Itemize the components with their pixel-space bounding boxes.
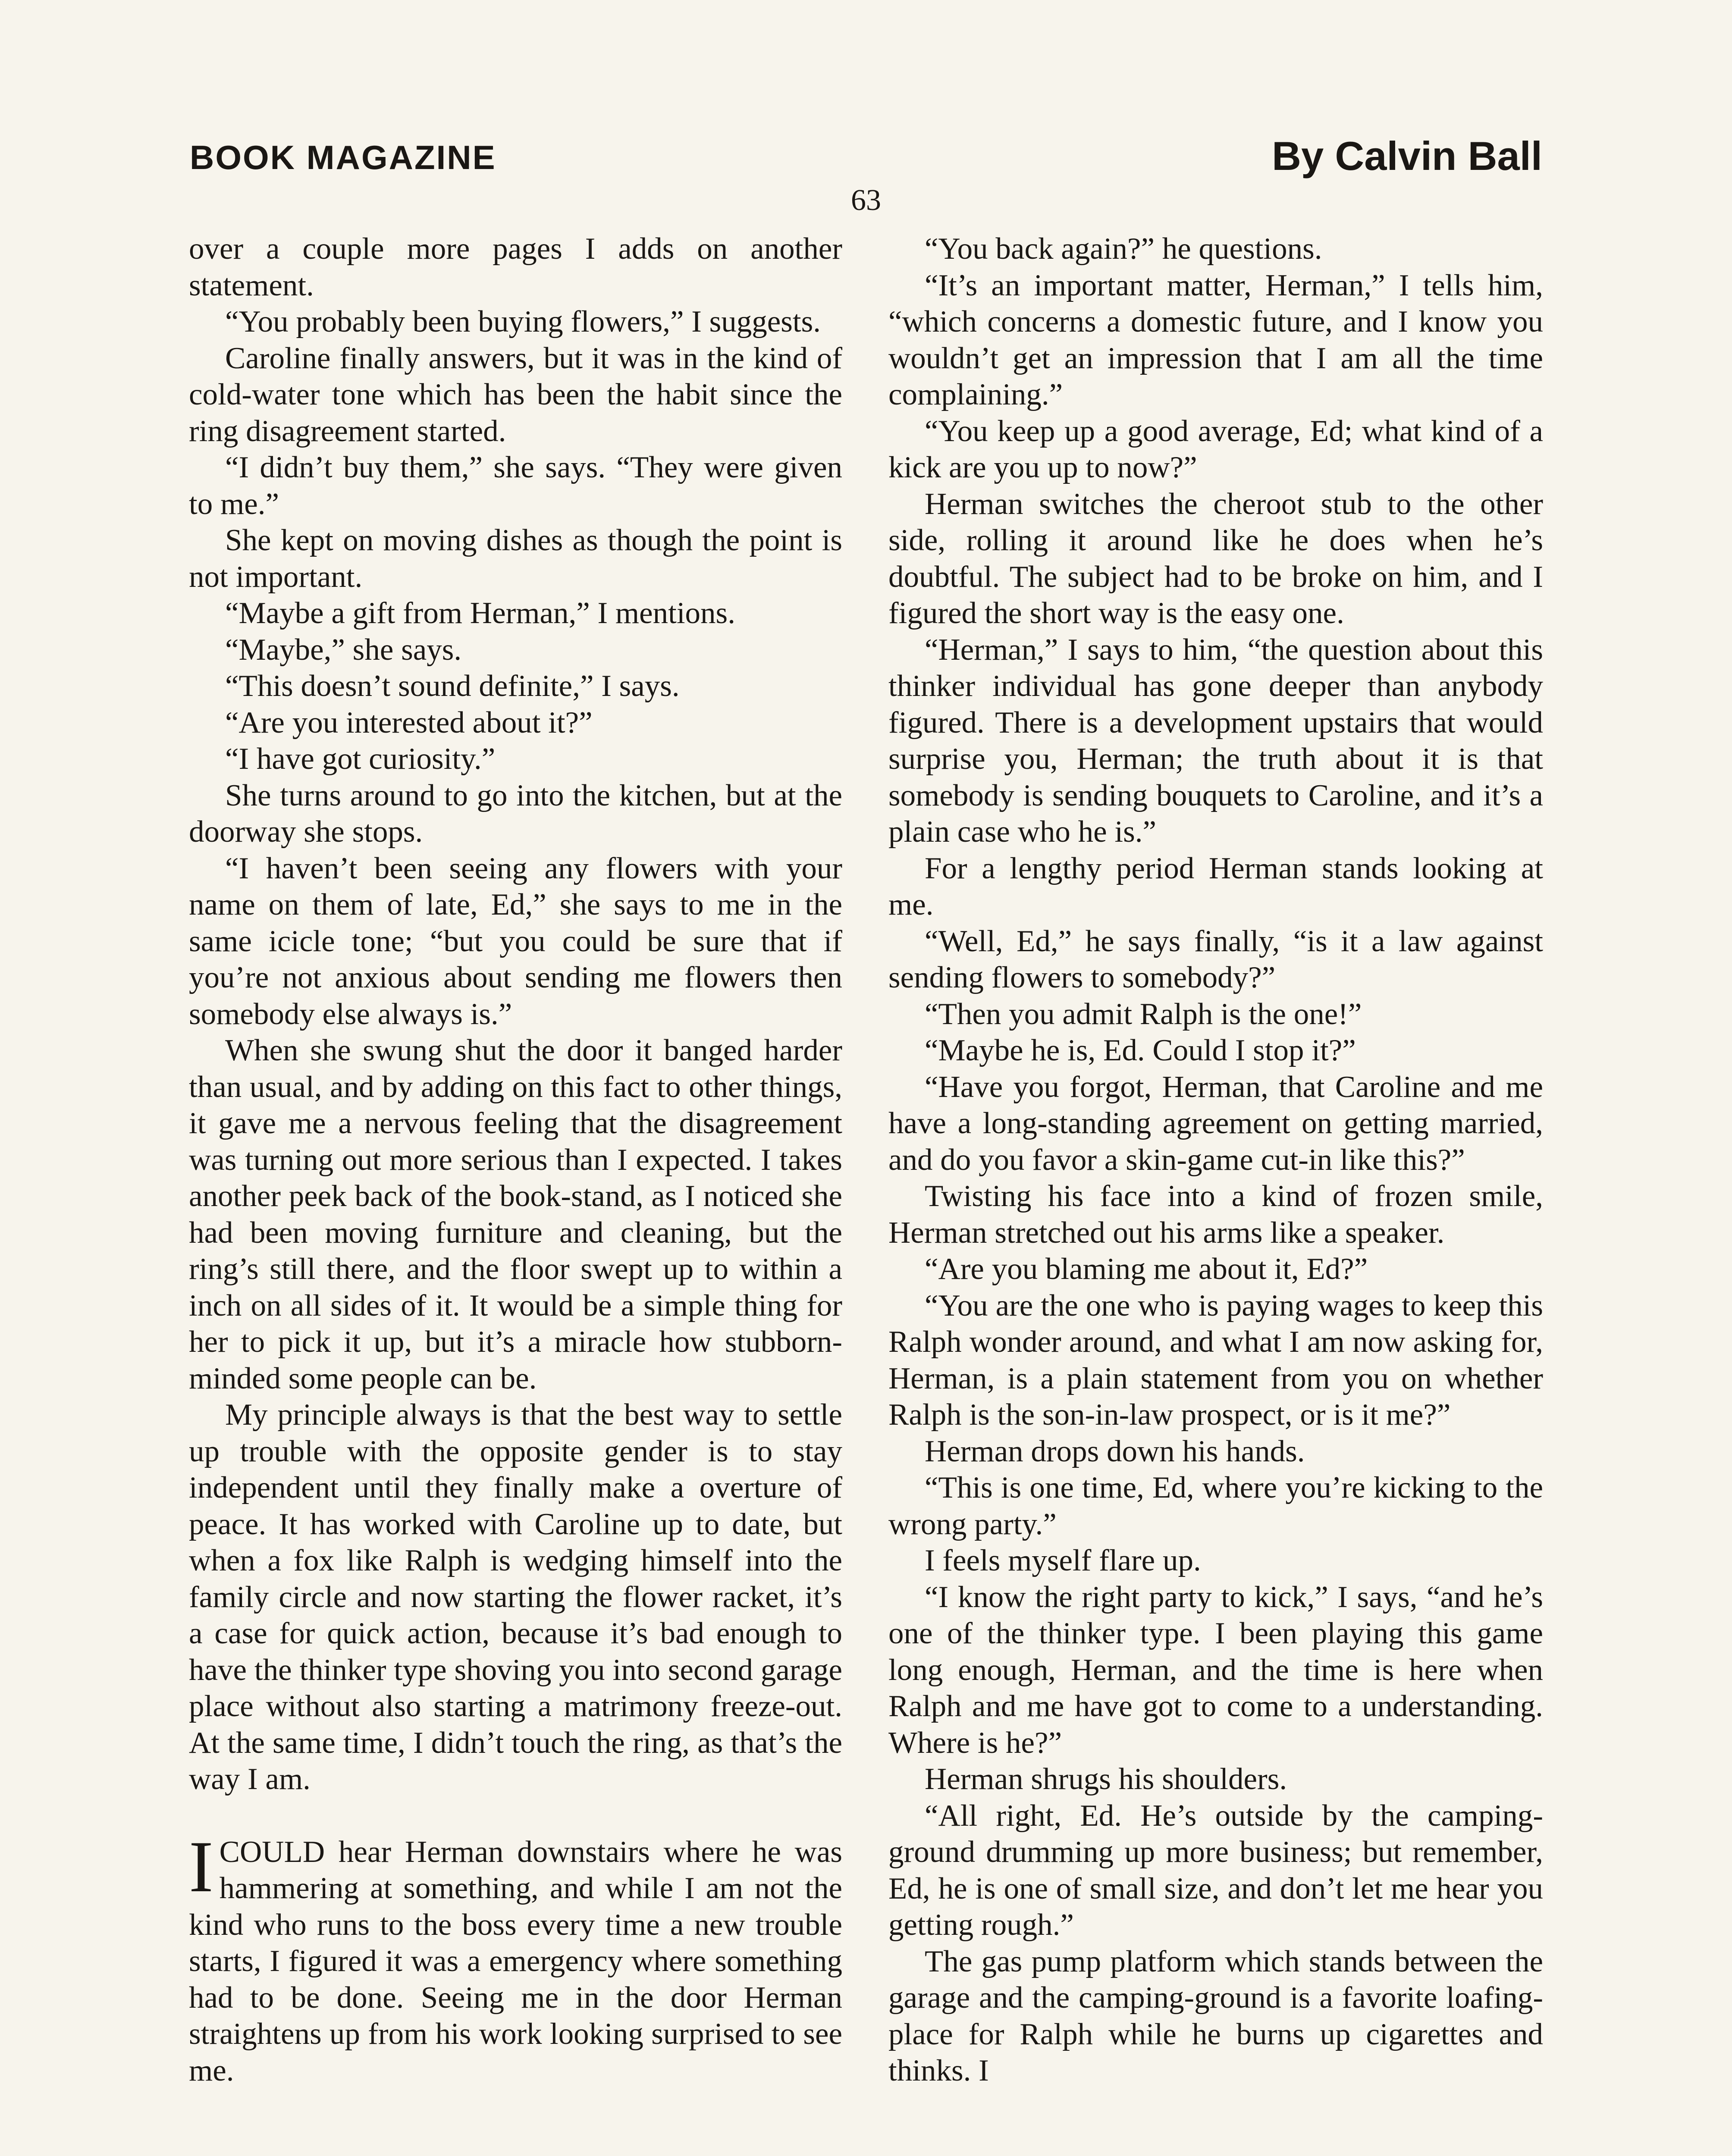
paragraph: Herman drops down his hands. xyxy=(925,1434,1305,1468)
paragraph: “Are you interested about it?” xyxy=(225,705,593,740)
paragraph: My principle always is that the best way to settle up trouble with the opposite gender is to stay independent until they finally make a overture of peace. It has worked with Caroline up to date, but when a fox like Ralph is wedging himself into the family circle and now starting the flower racket, it’s a case for quick action, because it’s bad enough to have the thinker type shoving you into second garage place without also starting a matrimony freeze-out. At the same time, I didn’t touch the ring, as that’s the way I am. xyxy=(189,1398,842,1796)
paragraph: “You are the one who is paying wages to keep this Ralph wonder around, and what I am now asking for, Herman, is a plain statement from you on whether Ralph is the son-in-law prospect, or is it me?” xyxy=(888,1288,1543,1432)
drop-cap: I xyxy=(189,1826,213,1907)
paragraph: “You probably been buying flowers,” I suggests. xyxy=(225,305,821,338)
paragraph: Caroline finally answers, but it was in the kind of cold-water tone which has been the habit since the ring disagreement started. xyxy=(189,341,842,448)
paragraph: “Maybe,” she says. xyxy=(225,633,462,667)
paragraph: She turns around to go into the kitchen, but at the doorway she stops. xyxy=(189,778,842,849)
paragraph: “Then you admit Ralph is the one!” xyxy=(925,997,1362,1031)
paragraph: She kept on moving dishes as though the point is not important. xyxy=(189,523,842,594)
paragraph: “I have got curiosity.” xyxy=(225,742,496,776)
section-opening-text: COULD hear Herman downstairs where he was hammering at something, and while I am not the kind who runs to the boss every time a new trouble starts, I figured it was a emergency where something had to be done. Seeing me in the door Herman straightens up from his work looking surprised to see me. xyxy=(189,1835,842,2087)
paragraph: “I haven’t been seeing any flowers with your name on them of late, Ed,” she says to me in the same icicle tone; “but you could be sure that if you’re not anxious about sending me flowers then somebody else always is.” xyxy=(189,851,842,1031)
paragraph: “This doesn’t sound definite,” I says. xyxy=(225,669,680,703)
paragraph: “Maybe a gift from Herman,” I mentions. xyxy=(225,596,735,630)
page-header xyxy=(190,129,1542,190)
paragraph: The gas pump platform which stands between the garage and the camping-ground is a favorite loafing-place for Ralph while he burns up cigarettes and thinks. I xyxy=(888,1944,1543,2087)
paragraph: over a couple more pages I adds on another statement. xyxy=(189,232,842,302)
section-opening-paragraph xyxy=(189,1826,842,2089)
author-byline: By Calvin Ball xyxy=(1272,133,1542,179)
paragraph: I feels myself flare up. xyxy=(925,1544,1201,1577)
paragraph: “Maybe he is, Ed. Could I stop it?” xyxy=(925,1034,1356,1067)
paragraph: “Well, Ed,” he says finally, “is it a law against sending flowers to somebody?” xyxy=(888,924,1543,994)
paragraph: “Herman,” I says to him, “the question about this thinker individual has gone deeper than anybody figured. There is a development upstairs that would surprise you, Herman; the truth about it is that somebody is sending bouquets to Caroline, and it’s a plain case who he is.” xyxy=(888,633,1543,849)
paragraph: “You back again?” he questions. xyxy=(925,232,1322,266)
magazine-title: BOOK MAGAZINE xyxy=(190,138,496,176)
paragraph: Twisting his face into a kind of frozen smile, Herman stretched out his arms like a speaker. xyxy=(888,1179,1543,1250)
paragraph: “Are you blaming me about it, Ed?” xyxy=(925,1252,1368,1286)
page-number: 63 xyxy=(851,184,881,217)
paragraph: “This is one time, Ed, where you’re kicking to the wrong party.” xyxy=(888,1471,1543,1541)
paragraph: “I know the right party to kick,” I says, “and he’s one of the thinker type. I been playing this game long enough, Herman, and the time is here when Ralph and me have got to come to a understanding. Where is he?” xyxy=(888,1580,1543,1760)
paragraph: “I didn’t buy them,” she says. “They were given to me.” xyxy=(189,451,842,521)
paragraph: “You keep up a good average, Ed; what kind of a kick are you up to now?” xyxy=(888,414,1543,484)
paragraph: “Have you forgot, Herman, that Caroline and me have a long-standing agreement on getting married, and do you favor a skin-game cut-in like this?” xyxy=(888,1070,1543,1177)
paragraph: When she swung shut the door it banged harder than usual, and by adding on this fact to other things, it gave me a nervous feeling that the disagreement was turning out more serious than I expected. I takes another peek back of the book-stand, as I noticed she had been moving furniture and cleaning, but the ring’s still there, and the floor swept up to within a inch on all sides of it. It would be a simple thing for her to pick it up, but it’s a miracle how stubborn-minded some people can be. xyxy=(189,1034,842,1395)
right-column xyxy=(888,231,1543,2089)
paragraph: “It’s an important matter, Herman,” I tells him, “which concerns a domestic future, and I know you wouldn’t get an impression that I am all the time complaining.” xyxy=(888,268,1543,411)
paragraph: Herman shrugs his shoulders. xyxy=(925,1762,1287,1796)
paragraph: “All right, Ed. He’s outside by the camping-ground drumming up more business; but remember, Ed, he is one of small size, and don’t let me hear you getting rough.” xyxy=(888,1799,1543,1942)
paragraph: Herman switches the cheroot stub to the other side, rolling it around like he does when he’s doubtful. The subject had to be broke on him, and I figured the short way is the easy one. xyxy=(888,487,1543,630)
paragraph: For a lengthy period Herman stands looking at me. xyxy=(888,851,1543,921)
left-column xyxy=(189,231,842,2089)
